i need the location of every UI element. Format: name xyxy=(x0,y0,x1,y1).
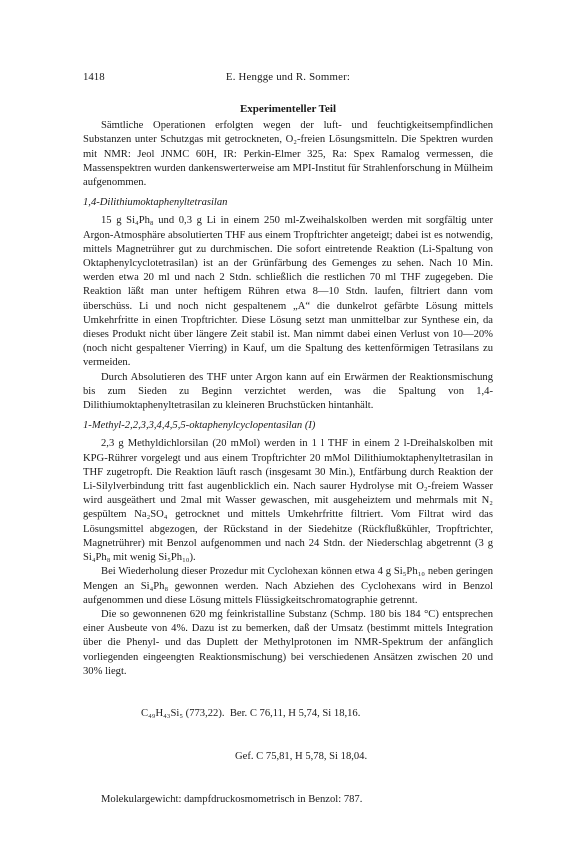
document-page xyxy=(83,70,493,807)
paragraph-cyclopentasilan-synthesis: 2,3 g Methyldichlorsilan (20 mMol) werden in 1 l THF in einem 2 l-Dreihalskolben mit KPG-Rührer vorgelegt und aus einem Tropftrichter 20 mMol Dilithiumoktaphenyltetrasilan in THF zugetropft. Die Reaktion läuft rasch (insgesamt 30 Min.), Entfärbung durch Reaktion der Li-Silylverbindung tritt fast augenblicklich ein. Nach saurer Hydrolyse mit O₂-freiem Wasser wird ausgeäthert und 2mal mit Wasser gewaschen, mit ausgeheiztem und mehrmals mit N₂ gespültem Na₂SO₄ getrocknet und mittels Umkehrfritte filtriert. Vom Filtrat wird das Lösungsmittel abgezogen, der Rückstand in der Siedehitze (Rückflußkühler, Tropftrichter, Magnetrührer) mit Benzol aufgenommen und nach 24 Stdn. der Niederschlag abgetrennt (3 g Si₄Ph₈ mit wenig Si₅Ph₁₀). xyxy=(83,438,493,564)
analysis-formula: C₄₉H₄₃Si₅ (773,22). xyxy=(141,708,225,720)
molecular-weight: Molekulargewicht: dampfdruckosmometrisch in Benzol: 787. xyxy=(101,793,363,805)
running-head xyxy=(83,70,493,88)
running-head-authors: E. Hengge und R. Sommer: xyxy=(225,71,351,83)
analysis-found: Gef. C 75,81, H 5,78, Si 18,04. xyxy=(235,750,368,762)
paragraph-cyclohexan: Bei Wiederholung dieser Prozedur mit Cyclohexan können etwa 4 g Si₅Ph₁₀ neben geringen Mengen an Si₄Ph₈ gewonnen werden. Nach Abziehen des Cyclohexans wird in Benzol aufgenommen und diese Lösung mittels Flüssigkeitschromatographie getrennt. xyxy=(83,566,493,606)
subheading-dilithium: 1,4-Dilithiumoktaphenyltetrasilan xyxy=(83,197,228,209)
page-number: 1418 xyxy=(83,71,105,83)
subheading-cyclopentasilan: 1-Methyl-2,2,3,3,4,4,5,5-oktaphenylcyclopentasilan (I) xyxy=(83,420,316,432)
paragraph-yield: Die so gewonnenen 620 mg feinkristalline Substanz (Schmp. 180 bis 184 °C) entsprechen einer Ausbeute von 4%. Dazu ist zu bemerken, daß der Umsatz (bestimmt mittels Integration über die Phenyl- und das Duplett der Methylprotonen im NMR-Spektrum der anfänglich vorliegenden eingeengten Reaktionsmischung) bei verschiedenen Ansätzen zwischen 20 und 30% liegt. xyxy=(83,608,493,677)
section-title: Experimenteller Teil xyxy=(239,103,337,115)
intro-paragraph: Sämtliche Operationen erfolgten wegen der luft- und feuchtigkeitsempfindlichen Substanzen unter Schutzgas mit getrockneten, O₂-freien Lösungsmitteln. Die Spektren wurden mit NMR: Jeol JNMC 60H, IR: Perkin-Elmer 325, Ra: Spex Ramalog vermessen, die Massenspektren wurden dankenswerterweise am MPI-Institut für Strahlenforschung in Mülheim aufgenommen. xyxy=(83,120,493,189)
paragraph-dilithium-synthesis: 15 g Si₄Ph₈ und 0,3 g Li in einem 250 ml-Zweihalskolben werden mit sorgfältig unter Argon-Atmosphäre absolutierten THF aus einem Tropftrichter angeteigt; dabei ist es notwendig, mittels Magnetrührer gut zu durchmischen. Die sofort eintretende Reaktion (Li-Spaltung von Oktaphenylcyclotetrasilan) ist an der Grünfärbung des Gemenges zu sehen. Nach 10 Min. werden etwa 20 ml und nach 2 Stdn. schließlich die restlichen 70 ml THF zugegeben. Die Reaktion läßt man unter heftigem Rühren etwa 8—10 Stdn. laufen, filtriert dann vom überschüss. Li und noch nicht gespaltenem „A“ die dunkelrot gefärbte Lösung mittels Umkehrfritte in einen Tropftrichter. Diese Lösung setzt man unmittelbar zur Synthese ein, da dieses Produkt nicht über längere Zeit stabil ist. Man nimmt dabei einen Verlust von 10—20% (noch nicht gespaltener Vierring) in Kauf, um die Spaltung des kettenförmigen Tetrasilans zu vermeiden. xyxy=(83,215,493,369)
analysis-calculated: Ber. C 76,11, H 5,74, Si 18,16. xyxy=(229,708,361,720)
elemental-analysis xyxy=(141,679,493,793)
paragraph-thf-absolution: Durch Absolutieren des THF unter Argon kann auf ein Erwärmen der Reaktionsmischung bis zum Sieden zu Beginn verzichtet werden, was die Spaltung von 1,4-Dilithiumoktaphenyltetrasilan zu kleineren Bruchstücken hintanhält. xyxy=(83,371,493,412)
